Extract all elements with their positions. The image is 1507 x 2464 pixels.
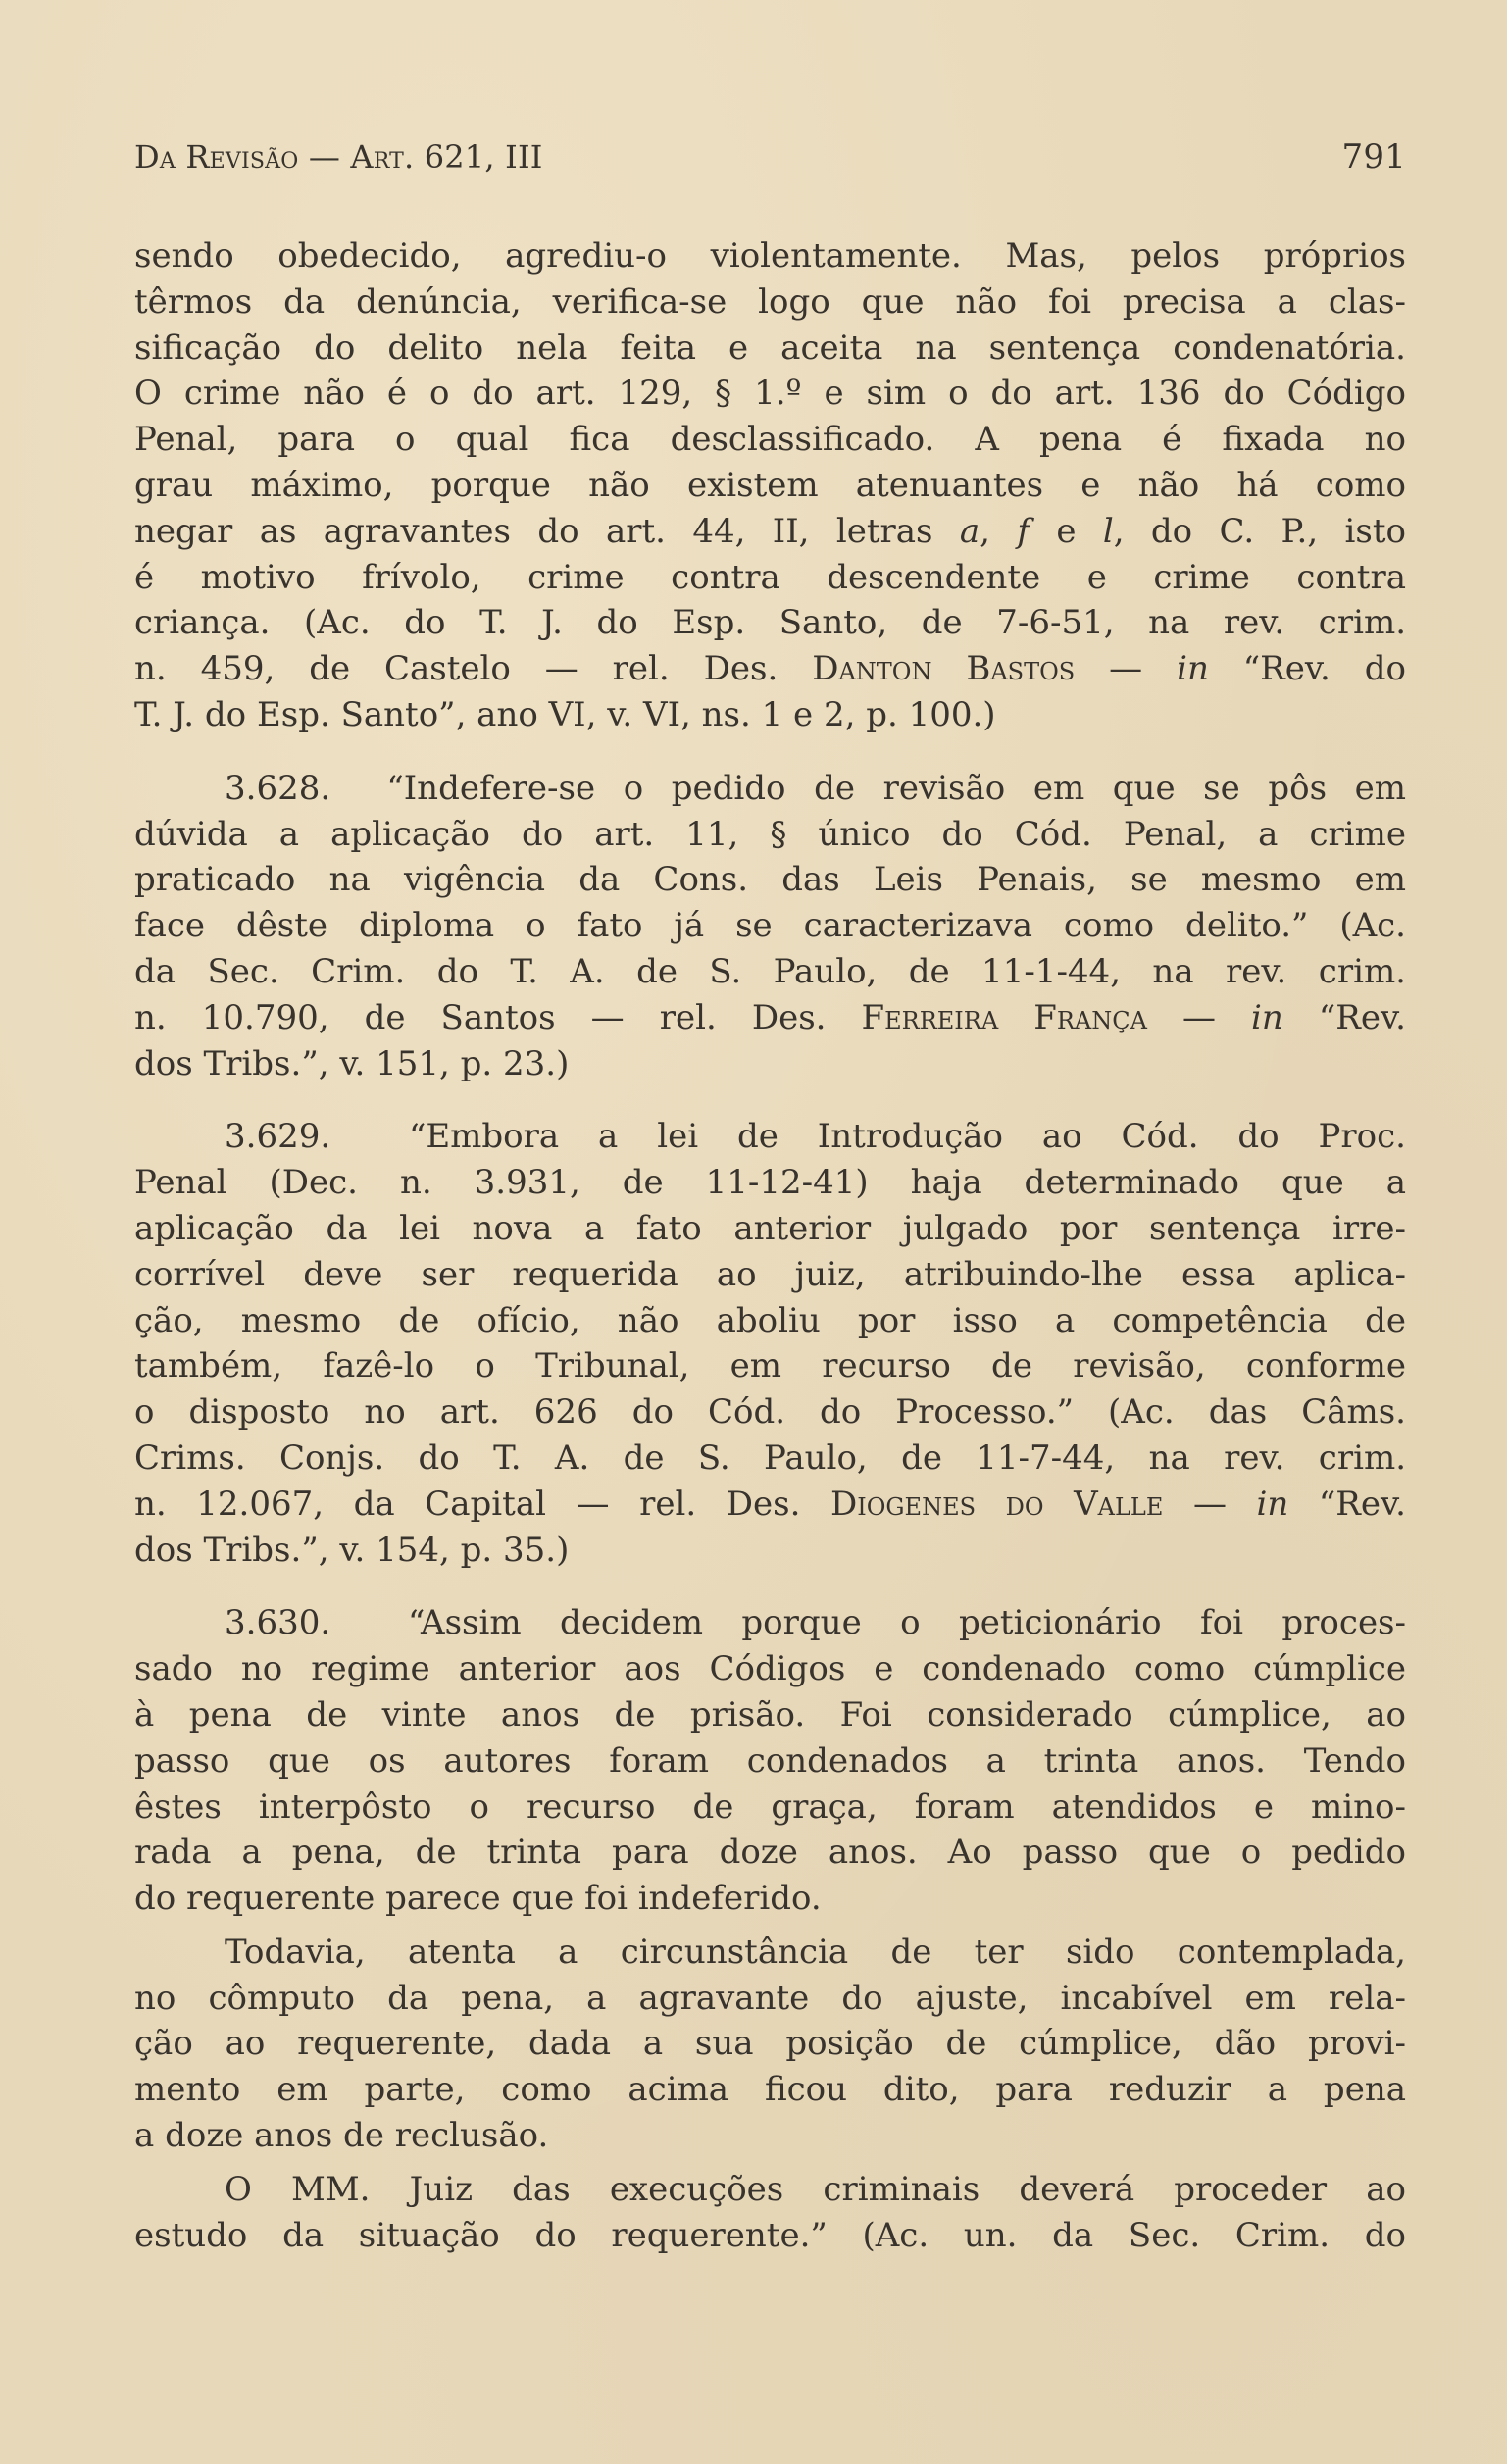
text-line: da Sec. Crim. do T. A. de S. Paulo, de 11-1-44, na rev. crim. xyxy=(134,951,1406,991)
paragraph-3630 xyxy=(134,1600,1406,1922)
text-line: negar as agravantes do art. 44, II, letras a, f e l, do C. P., isto xyxy=(134,511,1406,551)
entry-text: “Embora a lei de Introdução ao Cód. do Proc. xyxy=(408,1117,1406,1157)
text-line: o disposto no art. 626 do Cód. do Processo.” (Ac. das Câms. xyxy=(134,1392,1406,1433)
italic-in: in xyxy=(1251,997,1283,1037)
relator-name: Diogenes do Valle xyxy=(829,1483,1164,1524)
text-line: estudo da situação do requerente.” (Ac. un. da Sec. Crim. do xyxy=(134,2215,1406,2255)
text-line: é motivo frívolo, crime contra descendente e crime contra xyxy=(134,557,1406,597)
italic-in: in xyxy=(1177,649,1209,689)
text-line: rada a pena, de trinta para doze anos. Ao passo que o pedido xyxy=(134,1833,1406,1873)
paragraph-gap xyxy=(134,738,1406,766)
text-line: aplicação da lei nova a fato anterior julgado por sentença irre- xyxy=(134,1208,1406,1248)
page-number: 791 xyxy=(1341,137,1406,176)
text-line: sificação do delito nela feita e aceita na sentença condenatória. xyxy=(134,327,1406,368)
text-line-first xyxy=(134,766,1406,812)
text-line: passo que os autores foram condenados a trinta anos. Tendo xyxy=(134,1740,1406,1781)
paragraph-3630-final xyxy=(134,2167,1406,2259)
entry-number: 3.630. xyxy=(225,1603,331,1643)
text-line: n. 12.067, da Capital — rel. Des. Diogenes do Valle — in “Rev. xyxy=(134,1483,1406,1524)
running-head xyxy=(134,137,1406,180)
text-line: criança. (Ac. do T. J. do Esp. Santo, de 7-6-51, na rev. crim. xyxy=(134,603,1406,643)
text-line: praticado na vigência da Cons. das Leis Penais, se mesmo em xyxy=(134,860,1406,900)
text-line: sado no regime anterior aos Códigos e condenado como cúmplice xyxy=(134,1649,1406,1689)
paragraph-3630-continuation xyxy=(134,1930,1406,2159)
paragraph-gap xyxy=(134,1573,1406,1600)
text-line: ção, mesmo de ofício, não aboliu por isso a competência de xyxy=(134,1300,1406,1340)
text-line: corrível deve ser requerida ao juiz, atribuindo-lhe essa aplica- xyxy=(134,1254,1406,1294)
text-line: Penal (Dec. n. 3.931, de 11-12-41) haja determinado que a xyxy=(134,1163,1406,1203)
paragraph-gap xyxy=(134,1922,1406,1930)
text-line: dos Tribs.”, v. 154, p. 35.) xyxy=(134,1530,570,1570)
text-line: no cômputo da pena, a agravante do ajuste, incabível em rela- xyxy=(134,1978,1406,2018)
italic-in: in xyxy=(1256,1483,1289,1524)
entry-text: “Indefere-se o pedido de revisão em que se pôs em xyxy=(386,768,1406,808)
text-line: êstes interpôsto o recurso de graça, foram atendidos e mino- xyxy=(134,1786,1406,1827)
text-line: Penal, para o qual fica desclassificado. A pena é fixada no xyxy=(134,420,1406,460)
text-line: têrmos da denúncia, verifica-se logo que não foi precisa a clas- xyxy=(134,281,1406,322)
paragraph-continuation xyxy=(134,233,1406,738)
paragraph-gap xyxy=(134,1086,1406,1114)
text-line: sendo obedecido, agrediu-o violentamente. Mas, pelos próprios xyxy=(134,236,1406,276)
text-line-first xyxy=(134,1600,1406,1646)
paragraph-3628 xyxy=(134,766,1406,1087)
text-line: do requerente parece que foi indeferido. xyxy=(134,1879,822,1919)
text-line: n. 459, de Castelo — rel. Des. Danton Bastos — in “Rev. do xyxy=(134,649,1406,689)
entry-text: “Assim decidem porque o peticionário foi proces- xyxy=(408,1603,1406,1643)
text-line: O crime não é o do art. 129, § 1.º e sim o do art. 136 do Código xyxy=(134,374,1406,414)
entry-number: 3.629. xyxy=(225,1117,331,1157)
text-line: n. 10.790, de Santos — rel. Des. Ferreira França — in “Rev. xyxy=(134,997,1406,1037)
relator-name: Danton Bastos xyxy=(812,649,1076,689)
text-line-first xyxy=(134,1114,1406,1160)
paragraph-3629 xyxy=(134,1114,1406,1573)
text-line: face dêste diploma o fato já se caracterizava como delito.” (Ac. xyxy=(134,906,1406,946)
text-line: O MM. Juiz das execuções criminais deverá proceder ao xyxy=(225,2169,1406,2209)
text-line: T. J. do Esp. Santo”, ano VI, v. VI, ns. 1 e 2, p. 100.) xyxy=(134,694,996,734)
text-line: dos Tribs.”, v. 151, p. 23.) xyxy=(134,1043,570,1083)
text-line: grau máximo, porque não existem atenuantes e não há como xyxy=(134,465,1406,505)
text-line: dúvida a aplicação do art. 11, § único do Cód. Penal, a crime xyxy=(134,814,1406,854)
page-body xyxy=(134,233,1406,2258)
text-line: Crims. Conjs. do T. A. de S. Paulo, de 11-7-44, na rev. crim. xyxy=(134,1437,1406,1478)
entry-number: 3.628. xyxy=(225,768,331,808)
text-line: mento em parte, como acima ficou dito, para reduzir a pena xyxy=(134,2070,1406,2110)
text-line: também, fazê-lo o Tribunal, em recurso de revisão, conforme xyxy=(134,1346,1406,1386)
text-line: ção ao requerente, dada a sua posição de cúmplice, dão provi- xyxy=(134,2024,1406,2064)
text-line: Todavia, atenta a circunstância de ter sido contemplada, xyxy=(225,1932,1406,1972)
paragraph-gap xyxy=(134,2159,1406,2167)
text-line: à pena de vinte anos de prisão. Foi considerado cúmplice, ao xyxy=(134,1694,1406,1735)
text-line: a doze anos de reclusão. xyxy=(134,2116,549,2156)
running-title: Da Revisão — Art. 621, III xyxy=(134,138,543,176)
relator-name: Ferreira França xyxy=(861,997,1147,1037)
